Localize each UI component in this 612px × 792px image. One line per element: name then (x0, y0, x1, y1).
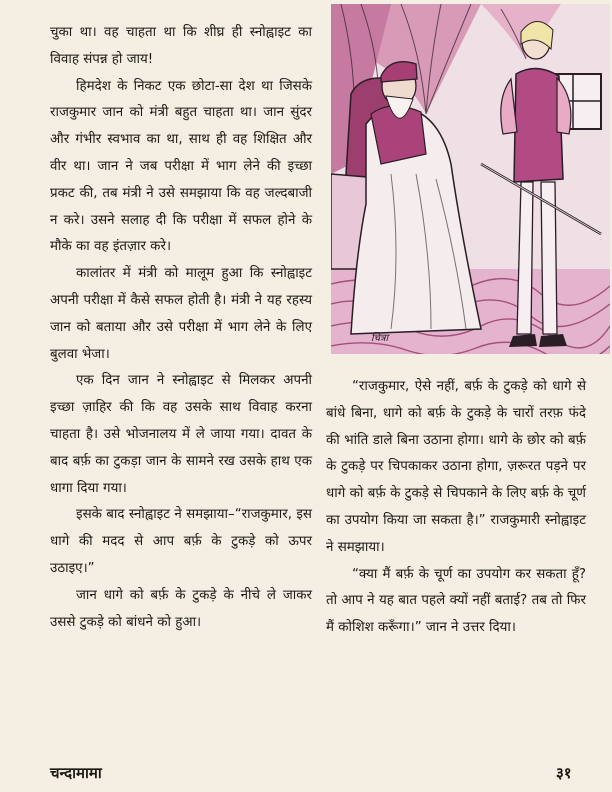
paragraph: एक दिन जान ने स्नोह्वाइट से मिलकर अपनी इच्छा ज़ाहिर की कि वह उसके साथ विवाह करना चाहता है। उसे भोजनालय में ले जाया गया। दावत के बाद बर्फ़ का टुकड़ा जान के सामने रख उसके हाथ एक धागा दिया गया। (50, 373, 312, 496)
illustration-artwork (331, 4, 610, 354)
page-number: ३१ (556, 764, 572, 782)
paragraph: “राजकुमार, ऐसे नहीं, बर्फ़ के टुकड़े को धागे से बांधे बिना, धागे को बर्फ़ के टुकड़े के चारों तरफ़ फंदे की भांति डाले बिना उठाना होगा। धागे के छोर को बर्फ़ के टुकड़े पर चिपकाकर उठाना होगा, ज़रूरत पड़ने पर धागे को बर्फ़ के टुकड़े से चिपकाने के लिए बर्फ़ के चूर्ण का उपयोग किया जा सकता है।” राजकुमारी स्नोह्वाइट ने समझाया। (326, 379, 586, 555)
artist-signature: चित्रा (371, 333, 389, 344)
paragraph: जान धागे को बर्फ़ के टुकड़े के नीचे ले जाकर उससे टुकड़े को बांधने को हुआ। (50, 587, 312, 630)
right-text-column (326, 374, 586, 642)
left-text-column (50, 20, 312, 636)
magazine-name: चन्दामामा (50, 764, 102, 782)
paragraph: हिमदेश के निकट एक छोटा-सा देश था जिसके राजकुमार जान को मंत्री बहुत चाहता था। जान सुंदर और गंभीर स्वभाव का था, साथ ही वह शिक्षित और वीर था। जान ने जब परीक्षा में भाग लेने की इच्छा प्रकट की, तब मंत्री ने उसे समझाया कि वह जल्दबाजी न करे। उसने सलाह दी कि परीक्षा में सफल होने के मौके का वह इंतज़ार करे। (50, 78, 312, 255)
paragraph: चुका था। वह चाहता था कि शीघ्र ही स्नोह्वाइट का विवाह संपन्न हो जाय! (50, 25, 312, 67)
paragraph: कालांतर में मंत्री को मालूम हुआ कि स्नोह्वाइट अपनी परीक्षा में कैसे सफल होती है। मंत्री ने यह रहस्य जान को बताया और उसे परीक्षा में भाग लेने के लिए बुलवा भेजा। (50, 266, 312, 362)
story-illustration (331, 4, 610, 354)
paragraph: “क्या मैं बर्फ़ के चूर्ण का उपयोग कर सकता हूँ? तो आप ने यह बात पहले क्यों नहीं बताई? तब तो फिर मैं कोशिश करूँगा।” जान ने उत्तर दिया। (326, 566, 586, 636)
paragraph: इसके बाद स्नोह्वाइट ने समझाया–“राजकुमार, इस धागे की मदद से आप बर्फ़ के टुकड़े को ऊपर उठाइए।” (50, 507, 312, 576)
